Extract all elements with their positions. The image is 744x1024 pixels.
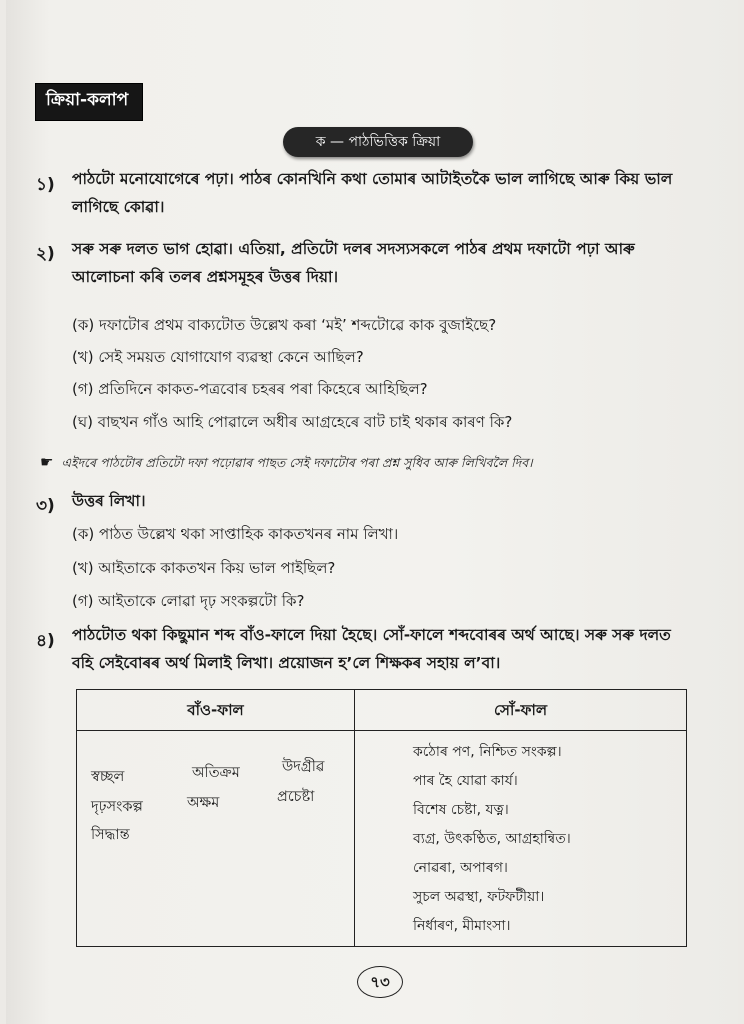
question-1-number: ১) <box>36 175 55 195</box>
word-meaning-table <box>76 689 687 947</box>
left-word: স্বচ্ছল <box>91 769 125 785</box>
subheading-pill: ক — পাঠভিত্তিক ক্ৰিয়া <box>283 127 473 157</box>
question-2-sub-kha: (খ) সেই সময়ত যোগাযোগ ব্যৱস্থা কেনে আছিল? <box>72 348 364 366</box>
right-column <box>355 690 686 946</box>
textbook-page <box>6 0 738 1024</box>
question-2-sub-ka: (ক) দফাটোৰ প্ৰথম বাক্যটোত উল্লেখ কৰা ‘মই’ শব্দটোৱে কাক বুজাইছে? <box>72 316 497 334</box>
left-word: উদগ্ৰীৱ <box>282 759 325 775</box>
left-word: সিদ্ধান্ত <box>91 827 130 843</box>
left-word: অতিক্ৰম <box>192 765 240 781</box>
teacher-note <box>40 453 720 475</box>
left-word: দৃঢ়সংকল্প <box>91 799 143 815</box>
left-column-header: বাঁও-ফাল <box>77 690 354 731</box>
right-column-header: সোঁ-ফাল <box>355 690 686 731</box>
teacher-note-text: এইদৰে পাঠটোৰ প্ৰতিটো দফা পঢ়োৱাৰ পাছত সেই দফাটোৰ পৰা প্ৰশ্ন সুধিব আৰু লিখিবলৈ দিব। <box>61 455 533 470</box>
question-2-number: ২) <box>36 244 55 264</box>
question-2-sub-ga: (গ) প্ৰতিদিনে কাকত-পত্ৰবোৰ চহৰৰ পৰা কিহেৰে আহিছিল? <box>72 380 428 398</box>
page-number: ৭৩ <box>357 966 403 998</box>
question-2-text: সৰু সৰু দলত ভাগ হোৱা। এতিয়া, প্ৰতিটো দলৰ সদস্যসকলে পাঠৰ প্ৰথম দফাটো পঢ়া আৰু আলোচনা কৰি তলৰ প্ৰশ্নসমূহৰ উত্তৰ দিয়া। <box>72 240 635 286</box>
left-column <box>77 690 355 946</box>
question-4-number: ৪) <box>36 631 55 651</box>
meaning-item: বিশেষ চেষ্টা, যত্ন। <box>413 802 509 818</box>
meaning-item: সুচল অৱস্থা, ফটফটীয়া। <box>413 889 545 905</box>
question-3-sub-kha: (খ) আইতাকে কাকতখন কিয় ভাল পাইছিল? <box>72 559 336 577</box>
meaning-item: নিৰ্ধাৰণ, মীমাংসা। <box>413 918 511 934</box>
meaning-item: কঠোৰ পণ, নিশ্চিত সংকল্প। <box>413 744 562 760</box>
question-4-text: পাঠটোত থকা কিছুমান শব্দ বাঁও-ফালে দিয়া হৈছে। সোঁ-ফালে শব্দবোৰৰ অৰ্থ আছে। সৰু সৰু দলত বহি সেইবোৰৰ অৰ্থ মিলাই লিখা। প্ৰয়োজন হ’লে শিক্ষকৰ সহায় ল’বা। <box>72 626 671 672</box>
left-word: অক্ষম <box>187 795 220 811</box>
meaning-item: ব্যগ্ৰ, উৎকণ্ঠিত, আগ্ৰহান্বিত। <box>413 831 571 847</box>
question-3-text: উত্তৰ লিখা। <box>72 492 146 510</box>
left-word: প্ৰচেষ্টা <box>277 789 315 805</box>
question-3-number: ৩) <box>36 496 55 516</box>
question-3-sub-ga: (গ) আইতাকে লোৱা দৃঢ় সংকল্পটো কি? <box>72 592 305 610</box>
meanings-list <box>413 738 571 941</box>
pointing-hand-icon: ☛ <box>40 453 54 471</box>
section-label: ক্ৰিয়া-কলাপ <box>36 84 142 120</box>
question-1-text: পাঠটো মনোযোগেৰে পঢ়া। পাঠৰ কোনখিনি কথা তোমাৰ আটাইতকৈ ভাল লাগিছে আৰু কিয় ভাল লাগিছে কোৱা। <box>72 170 673 216</box>
meaning-item: নোৱৰা, অপাৰগ। <box>413 860 508 876</box>
meaning-item: পাৰ হৈ যোৱা কাৰ্য। <box>413 773 518 789</box>
question-2-sub-gha: (ঘ) বাছখন গাঁও আহি পোৱালে অধীৰ আগ্ৰহেৰে বাট চাই থকাৰ কাৰণ কি? <box>72 413 513 431</box>
question-3-sub-ka: (ক) পাঠত উল্লেখ থকা সাপ্তাহিক কাকতখনৰ নাম লিখা। <box>72 525 399 543</box>
